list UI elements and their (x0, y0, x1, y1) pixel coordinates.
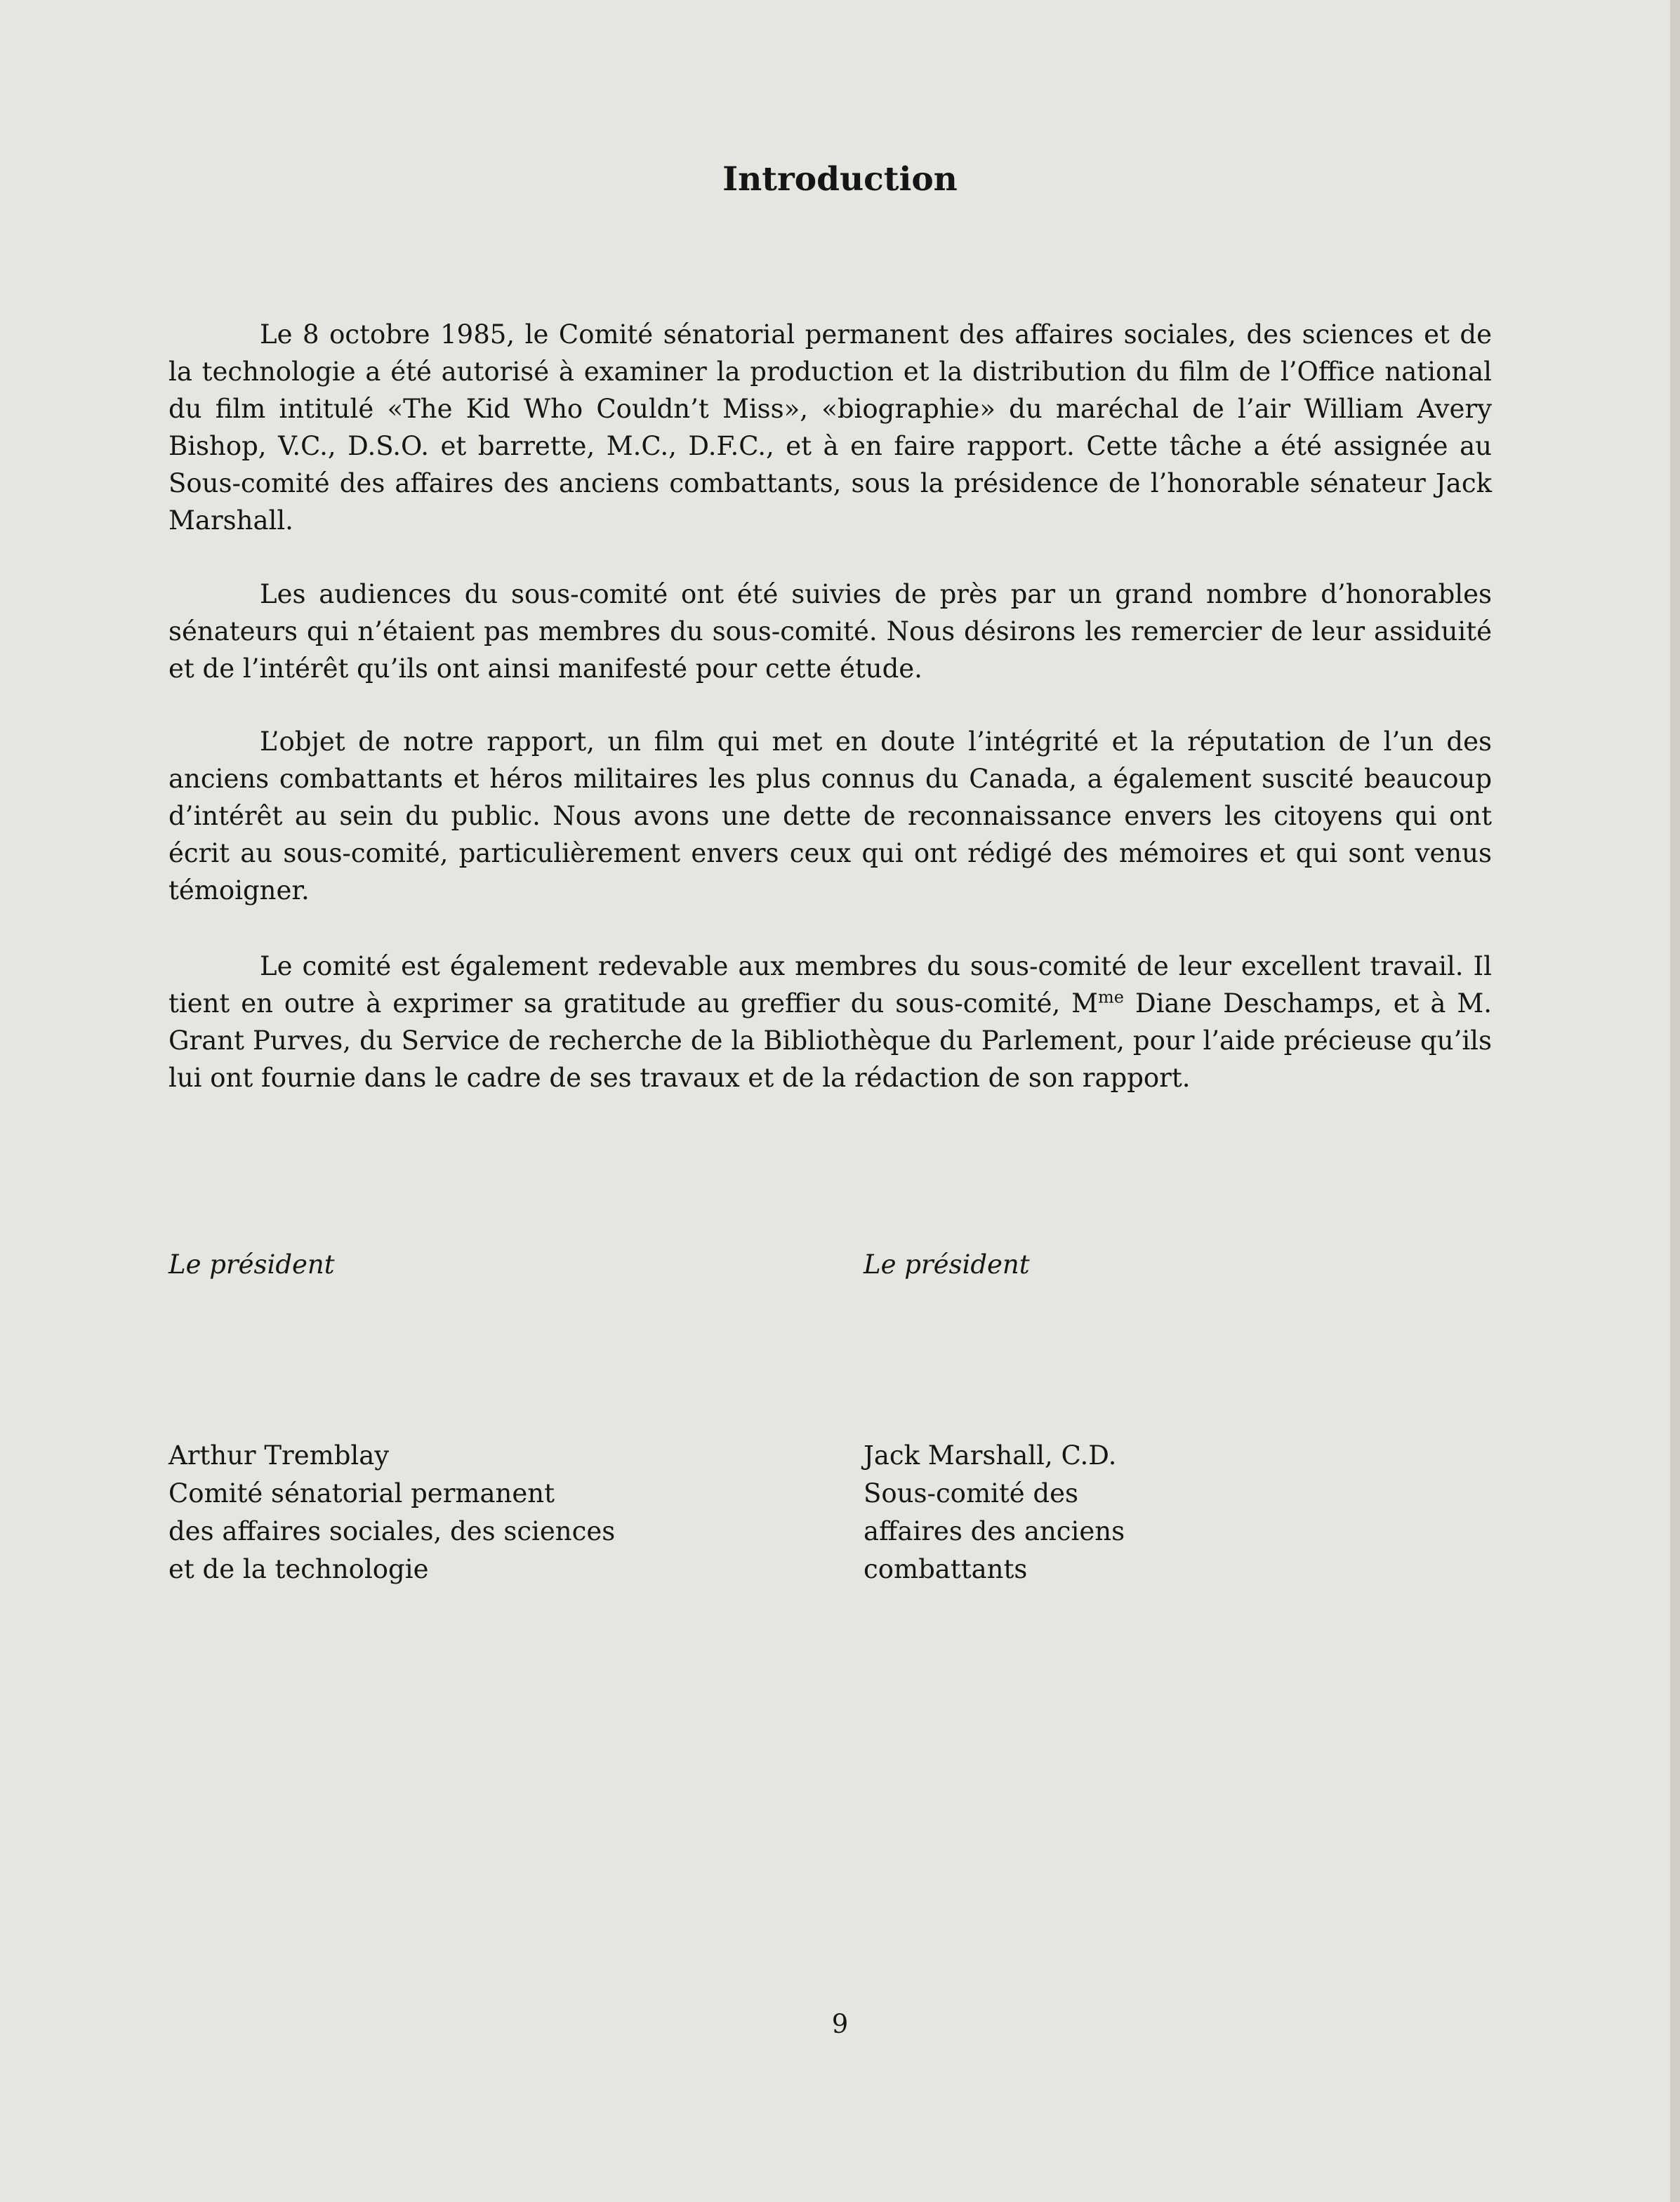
signature-line-right: combattants (864, 1554, 1028, 1584)
signature-line-right: affaires des anciens (864, 1516, 1125, 1546)
signature-role-right: Le président (864, 1249, 1030, 1280)
signature-line-left: Comité sénatorial permanent (168, 1478, 555, 1508)
page-number: 9 (831, 2009, 849, 2039)
signature-role-left: Le président (168, 1249, 335, 1280)
paragraph-hearings: Les audiences du sous-comité ont été suivies de près par un grand nombre d’honorables sénateurs qui n’étaient pas membres du sous-comité. Nous désirons les remercier de leur assiduité et de l’intérêt qu’ils ont ainsi manifesté pour cette étude. (168, 579, 1492, 684)
signature-name-left: Arthur Tremblay (168, 1440, 390, 1471)
paragraph-acknowledgements (168, 948, 1492, 1096)
signature-line-left: et de la technologie (168, 1554, 429, 1584)
page-edge (1670, 0, 1680, 2202)
acknowledgements-text-start: Le comité est également redevable aux membres du sous-comité de leur excellent travail. Il tient en outre à exprimer sa gratitude au greffier du sous-comité, M (168, 951, 1492, 1019)
signature-name-right: Jack Marshall, C.D. (864, 1440, 1117, 1471)
signature-line-left: des affaires sociales, des sciences (168, 1516, 616, 1546)
paragraph-public-interest: L’objet de notre rapport, un film qui met en doute l’intégrité et la réputation de l’un des anciens combattants et héros militaires les plus connus du Canada, a également suscité beaucoup d’intérêt au sein du public. Nous avons une dette de reconnaissance envers les citoyens qui ont écrit au sous-comité, particulièrement envers ceux qui ont rédigé des mémoires et qui sont venus témoigner. (168, 727, 1492, 906)
page-title: Introduction (722, 160, 958, 199)
acknowledgements-text-end: Diane Deschamps, et à M. Grant Purves, du Service de recherche de la Bibliothèque du Parlement, pour l’aide précieuse qu’ils lui ont fournie dans le cadre de ses travaux et de la rédaction de son rapport. (168, 988, 1492, 1093)
title-superscript: me (1098, 987, 1124, 1007)
signature-block-left (168, 1246, 660, 1589)
signature-line-right: Sous-comité des (864, 1478, 1078, 1508)
signature-block-right (864, 1246, 1355, 1589)
paragraph-mandate: Le 8 octobre 1985, le Comité sénatorial permanent des affaires sociales, des sciences et de la technologie a été autorisé à examiner la production et la distribution du film de l’Office national du film intitulé «The Kid Who Couldn’t Miss», «biographie» du maréchal de l’air William Avery Bishop, V.C., D.S.O. et barrette, M.C., D.F.C., et à en faire rapport. Cette tâche a été assignée au Sous-comité des affaires des anciens combattants, sous la présidence de l’honorable sénateur Jack Marshall. (168, 319, 1492, 536)
